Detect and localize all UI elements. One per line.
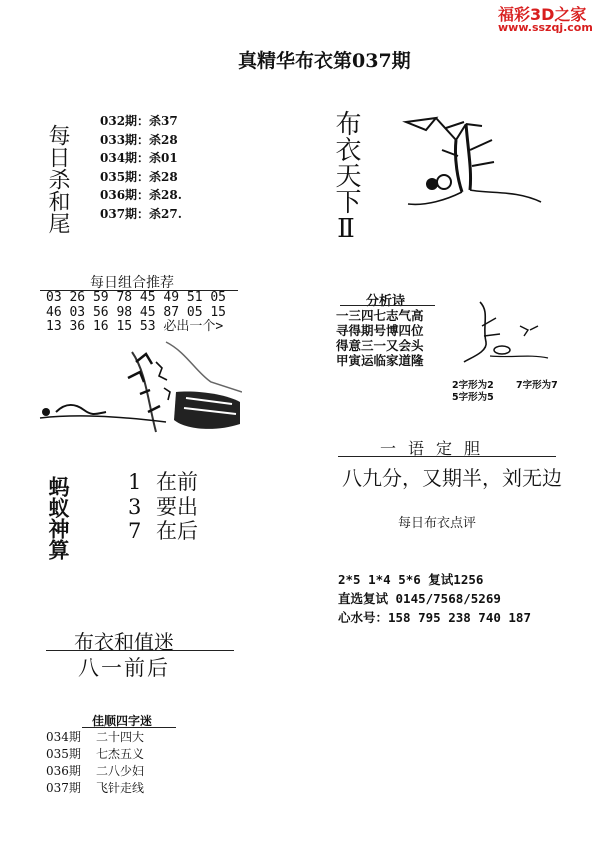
riddle-text: 飞针走线 xyxy=(96,781,145,795)
picks xyxy=(338,570,531,627)
poem-lines xyxy=(336,308,424,368)
divider xyxy=(46,650,234,651)
kill-tail-list xyxy=(100,112,182,223)
ant-text: 要出 xyxy=(156,494,198,519)
ant-text: 在前 xyxy=(156,470,198,494)
poem-line: 甲寅运临家道隆 xyxy=(336,353,424,368)
divider xyxy=(82,727,176,728)
period-label: 034期 xyxy=(46,730,81,744)
bamboo-illustration xyxy=(396,110,546,210)
combo-row: 46 03 56 98 45 87 05 15 xyxy=(46,304,227,320)
combo-row: 03 26 59 78 45 49 51 05 xyxy=(46,290,227,305)
picks-line: 心水号：158 795 238 740 187 xyxy=(338,610,531,625)
site-logo-text: 福彩3D之家 xyxy=(498,5,587,24)
site-url: www.sszqj.com xyxy=(498,21,593,34)
riddle-text: 二十四大 xyxy=(96,730,145,744)
combo-row: 13 36 16 15 53 必出一个> xyxy=(46,319,224,334)
ant-list xyxy=(128,470,198,544)
list-item xyxy=(128,519,198,544)
list-item xyxy=(46,763,144,780)
landscape-illustration xyxy=(36,332,242,444)
period-label: 035期 xyxy=(46,747,81,761)
one-word-text: 八九分，又期半，刘无边 xyxy=(342,466,562,490)
list-item xyxy=(128,495,198,520)
poem-note: 2字形为2 xyxy=(452,380,494,391)
sum-riddle-text: 八一前后 xyxy=(78,656,170,680)
list-item xyxy=(46,780,144,797)
poem-note: 7字形为7 xyxy=(516,380,558,391)
poem-line: 寻得期号博四位 xyxy=(336,323,424,338)
kill-tail-label: 每日杀和尾 xyxy=(45,124,70,234)
list-item: 037期：杀27. xyxy=(100,206,182,221)
list-item: 036期：杀28. xyxy=(100,188,182,202)
daily-comment-title: 每日布衣点评 xyxy=(398,516,477,531)
combo-numbers xyxy=(46,291,226,335)
period-label: 036期 xyxy=(46,764,81,778)
poem-title: 分析诗 xyxy=(366,294,406,309)
ant-number: 1 xyxy=(128,470,142,494)
divider xyxy=(340,305,435,306)
ant-text: 在后 xyxy=(156,519,198,543)
list-item: 035期：杀28 xyxy=(100,169,178,184)
ant-label: 蚂蚁神算 xyxy=(46,476,71,560)
idiom-riddle-list xyxy=(46,729,144,797)
riddle-text: 二八少妇 xyxy=(96,764,145,778)
buyi-heading: 布衣天下Ⅱ xyxy=(331,110,361,244)
ant-number: 7 xyxy=(128,519,142,543)
ant-number: 3 xyxy=(128,494,142,519)
poem-line: 一三四七志气高 xyxy=(336,308,424,323)
small-bamboo-illustration xyxy=(460,296,550,366)
list-item xyxy=(46,729,144,746)
list-item: 033期：杀28 xyxy=(100,132,178,147)
one-word-title: 一语定胆 xyxy=(380,439,493,458)
period-label: 037期 xyxy=(46,781,81,795)
poem-note: 5字形为5 xyxy=(452,392,494,403)
page-title: 真精华布衣第037期 xyxy=(238,50,411,72)
list-item: 034期：杀01 xyxy=(100,151,178,165)
divider xyxy=(338,456,556,457)
idiom-riddle-title: 佳顺四字迷 xyxy=(92,714,153,728)
picks-line: 直选复试 0145/7568/5269 xyxy=(338,591,501,606)
list-item xyxy=(128,470,198,495)
sum-riddle-title: 布衣和值迷 xyxy=(74,630,174,654)
picks-line: 2*5 1*4 5*6 复试1256 xyxy=(338,572,484,587)
poem-line: 得意三一又会头 xyxy=(336,338,424,353)
riddle-text: 七杰五义 xyxy=(96,747,145,761)
combo-title: 每日组合推荐 xyxy=(90,275,174,291)
list-item xyxy=(46,746,144,763)
list-item: 032期：杀37 xyxy=(100,114,178,128)
